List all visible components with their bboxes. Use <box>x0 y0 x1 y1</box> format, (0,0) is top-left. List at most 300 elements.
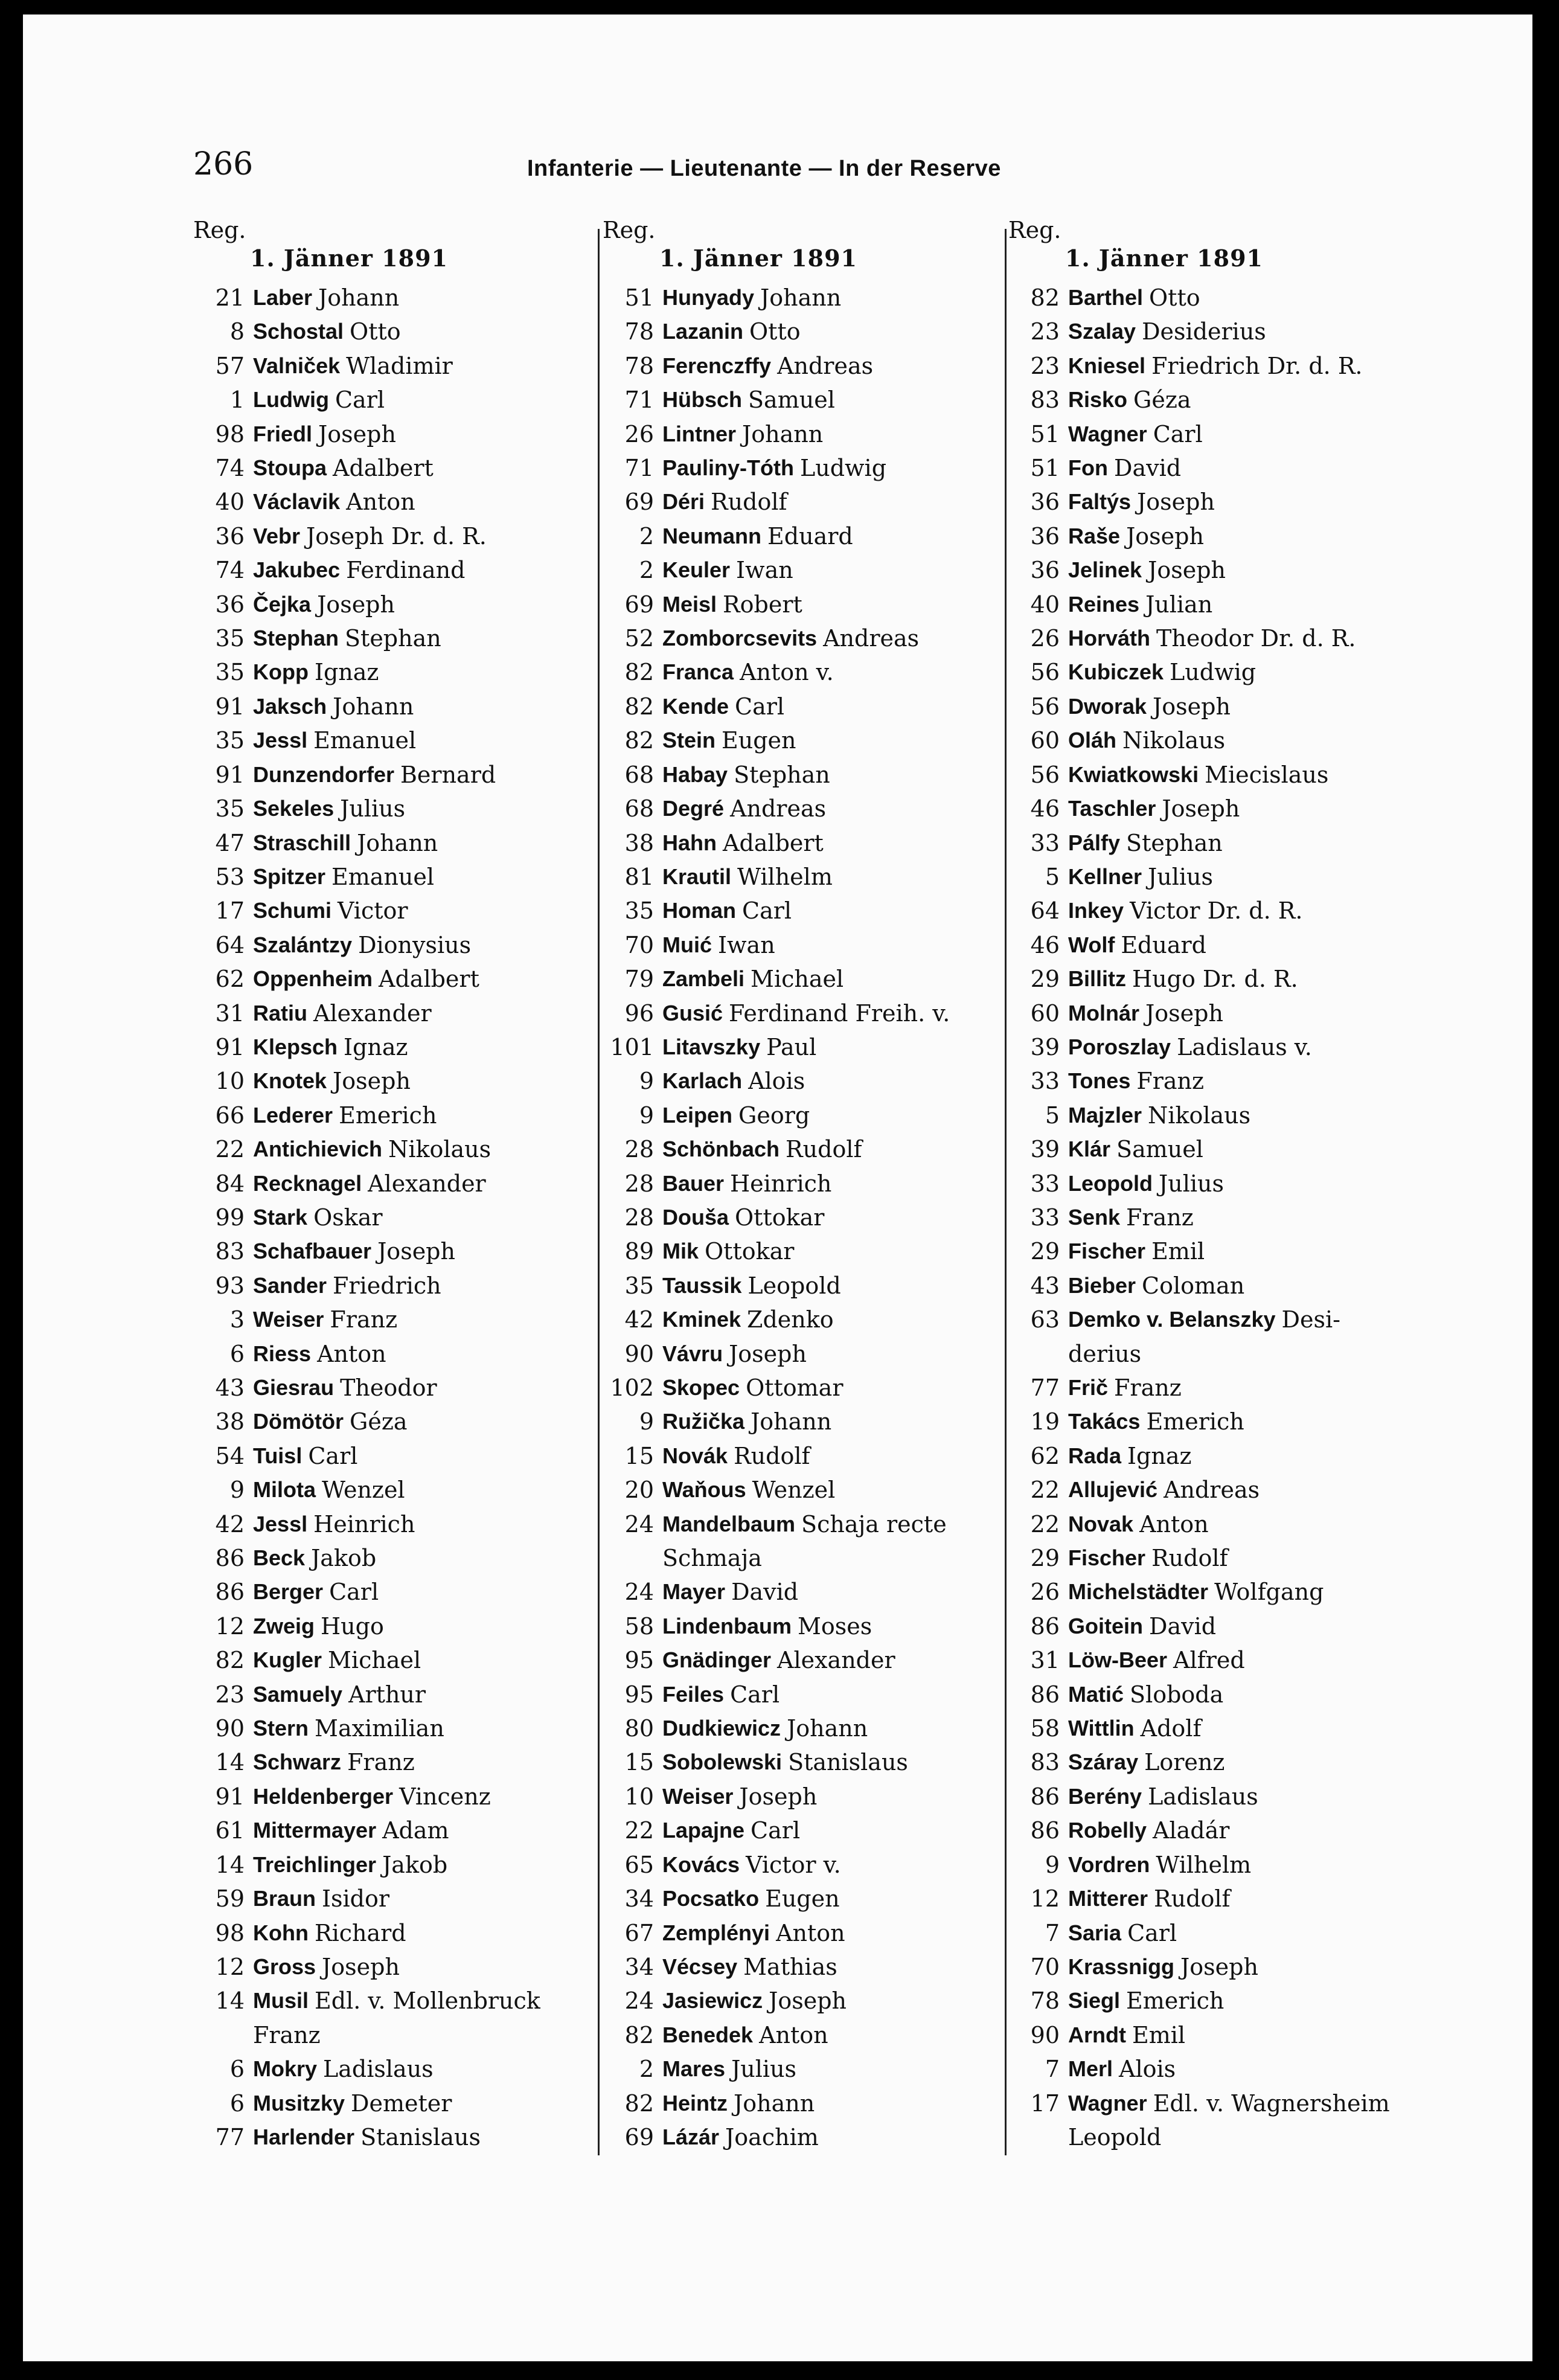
roster-entry <box>193 1371 616 1405</box>
regiment-number: 6 <box>229 2090 245 2117</box>
regiment-number: 82 <box>624 693 654 720</box>
regiment-number: 64 <box>1030 897 1060 925</box>
surname: Goitein <box>1068 1613 1143 1638</box>
surname: Kohn <box>253 1920 309 1945</box>
regiment-number: 82 <box>215 1647 245 1674</box>
regiment-number: 35 <box>624 897 654 925</box>
entry-list <box>603 281 1025 2154</box>
regiment-number: 60 <box>1030 727 1060 754</box>
given-name: Joseph <box>739 1783 818 1810</box>
roster-entry <box>1008 1234 1431 1268</box>
surname: Ferenczffy <box>662 353 772 378</box>
given-name: Georg <box>738 1102 810 1129</box>
given-name: Alfred <box>1173 1647 1245 1674</box>
roster-entry <box>1008 1848 1431 1882</box>
regiment-number: 1 <box>229 387 245 414</box>
roster-entry <box>193 928 616 962</box>
surname: Mayer <box>662 1579 726 1605</box>
surname: Fischer <box>1068 1239 1146 1264</box>
roster-entry <box>193 723 616 757</box>
regiment-number: 9 <box>639 1068 654 1095</box>
surname: Wagner <box>1068 2090 1147 2115</box>
roster-entry <box>193 1711 616 1745</box>
surname: Bieber <box>1068 1272 1136 1298</box>
entry-continuation: Leopold <box>1068 2123 1162 2151</box>
regiment-number: 68 <box>624 795 654 823</box>
given-name: Ludwig <box>1170 659 1256 686</box>
surname: Stein <box>662 728 716 753</box>
surname: Habay <box>662 762 728 787</box>
page-number: 266 <box>193 146 254 182</box>
roster-entry <box>603 1575 1025 1609</box>
regiment-number: 22 <box>1030 1510 1060 1538</box>
given-name: Arthur <box>348 1681 426 1708</box>
regiment-number: 12 <box>215 1612 245 1640</box>
surname: Kende <box>662 693 729 719</box>
surname: Kopp <box>253 659 309 685</box>
date-heading: 1. Jänner 1891 <box>250 245 448 272</box>
regiment-number: 67 <box>624 1919 654 1946</box>
roster-entry <box>1008 1303 1431 1336</box>
regiment-number: 78 <box>624 318 654 345</box>
given-name: Samuel <box>748 387 835 414</box>
roster-entry <box>193 485 616 519</box>
given-name: Emil <box>1132 2021 1186 2048</box>
roster-entry <box>193 383 616 417</box>
roster-entry <box>1008 1507 1431 1541</box>
surname: Michelstädter <box>1068 1579 1209 1605</box>
regiment-number: 89 <box>624 1238 654 1265</box>
given-name: Rudolf <box>1151 1545 1228 1572</box>
given-name: Carl <box>742 897 792 925</box>
regiment-number: 23 <box>215 1681 245 1708</box>
surname: Sander <box>253 1272 327 1298</box>
surname: Mares <box>662 2056 726 2082</box>
given-name: Carl <box>329 1579 379 1606</box>
regiment-number: 24 <box>624 1987 654 2015</box>
surname: Hunyady <box>662 285 755 310</box>
reg-label: Reg. <box>1008 217 1061 243</box>
roster-entry <box>603 1882 1025 1916</box>
regiment-number: 9 <box>639 1102 654 1129</box>
given-name: Ottomar <box>746 1374 844 1401</box>
regiment-number: 91 <box>215 693 245 720</box>
given-name: Richard <box>314 1919 406 1946</box>
regiment-number: 62 <box>215 966 245 993</box>
roster-entry <box>1008 315 1431 348</box>
surname: Taussik <box>662 1272 742 1298</box>
roster-entry <box>193 826 616 860</box>
surname: Jaksch <box>253 693 327 719</box>
roster-entry <box>193 1541 616 1575</box>
regiment-number: 5 <box>1045 1102 1060 1129</box>
given-name: Adalbert <box>333 455 434 482</box>
roster-entry <box>1008 1541 1431 1575</box>
surname: Faltýs <box>1068 489 1132 515</box>
given-name: Otto <box>749 318 801 345</box>
regiment-number: 22 <box>215 1136 245 1163</box>
given-name: Joseph <box>729 1340 807 1367</box>
entry-continuation: Franz <box>253 2021 321 2048</box>
roster-entry <box>1008 1473 1431 1507</box>
roster-entry <box>603 1234 1025 1268</box>
date-heading: 1. Jänner 1891 <box>659 245 857 272</box>
roster-entry <box>603 519 1025 553</box>
regiment-number: 58 <box>1030 1715 1060 1742</box>
given-name: Johann <box>742 420 824 447</box>
roster-entry <box>193 281 616 315</box>
roster-entry <box>603 655 1025 689</box>
surname: Kwiatkowski <box>1068 762 1199 787</box>
regiment-number: 82 <box>624 727 654 754</box>
regiment-number: 83 <box>1030 1749 1060 1776</box>
roster-entry <box>603 792 1025 826</box>
regiment-number: 46 <box>1030 795 1060 823</box>
entry-list <box>193 281 616 2154</box>
surname: Vebr <box>253 523 301 548</box>
given-name: Joseph <box>1148 557 1226 584</box>
surname: Barthel <box>1068 285 1144 310</box>
surname: Dunzendorfer <box>253 762 394 787</box>
given-name: Mathias <box>743 1953 837 1980</box>
roster-entry <box>193 1814 616 1847</box>
roster-entry <box>1008 349 1431 383</box>
given-name: David <box>1113 455 1182 482</box>
given-name: Joseph <box>1137 489 1215 516</box>
regiment-number: 59 <box>215 1885 245 1913</box>
surname: Klár <box>1068 1137 1111 1162</box>
regiment-number: 28 <box>624 1136 654 1163</box>
roster-entry <box>193 996 616 1030</box>
given-name: Rudolf <box>711 489 787 516</box>
regiment-number: 56 <box>1030 761 1060 788</box>
regiment-number: 28 <box>624 1170 654 1197</box>
given-name: Schaja recte <box>801 1510 947 1538</box>
given-name: Nikolaus <box>388 1136 491 1163</box>
given-name: Carl <box>730 1681 780 1708</box>
given-name: Sloboda <box>1130 1681 1224 1708</box>
surname: Milota <box>253 1477 316 1503</box>
surname: Szalántzy <box>253 932 353 957</box>
regiment-number: 80 <box>624 1715 654 1742</box>
surname: Hahn <box>662 830 717 855</box>
roster-entry <box>603 1745 1025 1779</box>
roster-entry <box>603 1984 1025 2018</box>
roster-entry <box>193 451 616 485</box>
regiment-number: 14 <box>215 1851 245 1878</box>
roster-entry <box>193 1848 616 1882</box>
regiment-number: 60 <box>1030 999 1060 1027</box>
regiment-number: 46 <box>1030 931 1060 958</box>
given-name: Wilhelm <box>737 863 833 890</box>
surname: Kovács <box>662 1852 740 1877</box>
regiment-number: 84 <box>215 1170 245 1197</box>
roster-entry <box>193 1201 616 1234</box>
surname: Fon <box>1068 455 1108 481</box>
given-name: Leopold <box>747 1272 841 1299</box>
surname: Mittermayer <box>253 1818 377 1843</box>
regiment-number: 82 <box>624 2090 654 2117</box>
regiment-number: 82 <box>624 2021 654 2048</box>
surname: Weiser <box>662 1783 734 1809</box>
roster-entry <box>1008 1099 1431 1132</box>
given-name: Joseph <box>769 1987 847 2015</box>
given-name: Anton <box>759 2021 828 2048</box>
surname: Gnädinger <box>662 1647 772 1673</box>
regiment-number: 79 <box>624 966 654 993</box>
surname: Gusić <box>662 1000 723 1025</box>
surname: Reines <box>1068 591 1140 617</box>
given-name: Isidor <box>322 1885 390 1913</box>
regiment-number: 33 <box>1030 1068 1060 1095</box>
surname: Vávru <box>662 1341 723 1366</box>
surname: Leopold <box>1068 1170 1153 1196</box>
surname: Valniček <box>253 353 341 378</box>
given-name: Wolfgang <box>1214 1579 1324 1606</box>
given-name: Victor <box>338 897 408 925</box>
surname: Ružička <box>662 1409 745 1434</box>
given-name: Miecislaus <box>1205 761 1329 788</box>
regiment-number: 51 <box>1030 455 1060 482</box>
given-name: Edl. v. Wagnersheim <box>1153 2090 1390 2117</box>
given-name: Eduard <box>1121 931 1206 958</box>
regiment-number: 10 <box>215 1068 245 1095</box>
roster-entry <box>193 1507 616 1541</box>
surname: Schafbauer <box>253 1239 372 1264</box>
regiment-number: 36 <box>215 591 245 618</box>
given-name: Anton <box>776 1919 845 1946</box>
surname: Sobolewski <box>662 1750 783 1775</box>
regiment-number: 26 <box>624 420 654 447</box>
roster-entry <box>1008 1678 1431 1711</box>
roster-entry <box>193 553 616 587</box>
surname: Mik <box>662 1239 699 1264</box>
surname: Stark <box>253 1204 308 1230</box>
given-name: Desi- <box>1281 1306 1340 1333</box>
surname: Tuisl <box>253 1443 303 1468</box>
roster-entry <box>193 1780 616 1814</box>
surname: Lindenbaum <box>662 1613 792 1638</box>
regiment-number: 17 <box>215 897 245 925</box>
given-name: Julian <box>1145 591 1213 618</box>
regiment-number: 14 <box>215 1749 245 1776</box>
regiment-number: 86 <box>1030 1783 1060 1810</box>
surname: Friedl <box>253 421 313 446</box>
surname: Keuler <box>662 557 731 583</box>
roster-entry <box>193 1916 616 1950</box>
given-name: Ladislaus v. <box>1177 1033 1312 1060</box>
regiment-number: 6 <box>229 2056 245 2083</box>
regiment-number: 35 <box>215 727 245 754</box>
given-name: Iwan <box>736 557 793 584</box>
roster-entry <box>1008 792 1431 826</box>
regiment-number: 95 <box>624 1647 654 1674</box>
given-name: Alois <box>748 1068 805 1095</box>
surname: Jasiewicz <box>662 1988 763 2013</box>
regiment-number: 56 <box>1030 659 1060 686</box>
given-name: Andreas <box>730 795 827 823</box>
roster-entry <box>603 1473 1025 1507</box>
regiment-number: 69 <box>624 2123 654 2151</box>
given-name: Stanislaus <box>788 1749 908 1776</box>
regiment-number: 26 <box>1030 1579 1060 1606</box>
surname: Laber <box>253 285 313 310</box>
roster-entry <box>1008 1609 1431 1643</box>
roster-entry <box>603 1201 1025 1234</box>
roster-entry <box>193 2052 616 2086</box>
regiment-number: 99 <box>215 1204 245 1231</box>
regiment-number: 9 <box>229 1477 245 1504</box>
given-name: Stephan <box>734 761 830 788</box>
surname: Recknagel <box>253 1170 362 1196</box>
surname: Klepsch <box>253 1034 338 1059</box>
surname: Pálfy <box>1068 830 1121 855</box>
roster-entry <box>1008 1711 1431 1745</box>
given-name: Friedrich Dr. d. R. <box>1151 352 1363 379</box>
roster-entry <box>603 1132 1025 1166</box>
surname: Billitz <box>1068 966 1126 992</box>
surname: Skopec <box>662 1375 740 1400</box>
regiment-number: 39 <box>1030 1136 1060 1163</box>
surname: Benedek <box>662 2022 754 2047</box>
surname: Raše <box>1068 523 1121 548</box>
given-name: Carl <box>751 1817 801 1844</box>
surname: Karlach <box>662 1068 743 1094</box>
surname: Zemplényi <box>662 1920 770 1945</box>
regiment-number: 52 <box>624 625 654 652</box>
given-name: David <box>1149 1612 1217 1640</box>
given-name: Coloman <box>1142 1272 1245 1299</box>
surname: Heldenberger <box>253 1783 394 1809</box>
surname: Pauliny-Tóth <box>662 455 794 481</box>
regiment-number: 71 <box>624 455 654 482</box>
given-name: Johann <box>333 693 414 720</box>
roster-entry <box>193 1575 616 1609</box>
given-name: Johann <box>760 284 842 311</box>
roster-entry <box>1008 723 1431 757</box>
surname: Wagner <box>1068 421 1147 446</box>
roster-entry <box>603 621 1025 655</box>
regiment-number: 57 <box>215 352 245 379</box>
surname: Knotek <box>253 1068 327 1094</box>
given-name: Rudolf <box>734 1442 810 1469</box>
surname: Risko <box>1068 387 1128 412</box>
roster-entry <box>193 1882 616 1916</box>
given-name: Eugen <box>765 1885 840 1913</box>
surname: Treichlinger <box>253 1852 377 1877</box>
regiment-number: 19 <box>1030 1408 1060 1435</box>
regiment-number: 24 <box>624 1510 654 1538</box>
roster-entry <box>193 2120 616 2154</box>
roster-entry <box>193 792 616 826</box>
surname: Poroszlay <box>1068 1034 1171 1059</box>
roster-entry <box>603 1848 1025 1882</box>
given-name: Joseph <box>333 1068 411 1095</box>
surname: Homan <box>662 898 737 923</box>
roster-entry <box>603 553 1025 587</box>
surname: Zambeli <box>662 966 745 992</box>
regiment-number: 35 <box>624 1272 654 1299</box>
given-name: Vincenz <box>399 1783 491 1810</box>
roster-entry <box>193 758 616 792</box>
surname: Vordren <box>1068 1852 1150 1877</box>
given-name: Julius <box>1148 863 1214 890</box>
regiment-number: 12 <box>215 1953 245 1980</box>
roster-entry <box>193 1030 616 1064</box>
given-name: Friedrich <box>333 1272 441 1299</box>
given-name: Alexander <box>313 999 432 1027</box>
running-title: Infanterie — Lieutenante — In der Reserve <box>527 156 1001 181</box>
surname: Rada <box>1068 1443 1122 1468</box>
regiment-number: 51 <box>624 284 654 311</box>
given-name: Paul <box>766 1033 817 1060</box>
regiment-number: 78 <box>624 352 654 379</box>
given-name: Alois <box>1119 2056 1176 2083</box>
surname: Berény <box>1068 1783 1142 1809</box>
given-name: Hugo Dr. d. R. <box>1132 966 1298 993</box>
regiment-number: 26 <box>1030 625 1060 652</box>
roster-entry <box>603 1780 1025 1814</box>
surname: Neumann <box>662 523 762 548</box>
regiment-number: 2 <box>639 557 654 584</box>
regiment-number: 101 <box>610 1033 654 1060</box>
regiment-number: 86 <box>1030 1612 1060 1640</box>
surname: Krautil <box>662 864 732 889</box>
regiment-number: 91 <box>215 761 245 788</box>
roster-entry <box>603 1303 1025 1336</box>
roster-entry <box>193 894 616 928</box>
given-name: Rudolf <box>786 1136 862 1163</box>
roster-entry <box>603 723 1025 757</box>
surname: Taschler <box>1068 796 1156 821</box>
given-name: Carl <box>1127 1919 1177 1946</box>
surname: Száray <box>1068 1750 1139 1775</box>
roster-entry <box>1008 417 1431 451</box>
roster-entry <box>603 1064 1025 1098</box>
surname: Zweig <box>253 1613 315 1638</box>
given-name: Joseph <box>1162 795 1240 823</box>
surname: Degré <box>662 796 725 821</box>
regiment-number: 98 <box>215 420 245 447</box>
surname: Berger <box>253 1579 324 1605</box>
surname: Molnár <box>1068 1000 1140 1025</box>
regiment-number: 77 <box>1030 1374 1060 1401</box>
surname: Václavik <box>253 489 341 515</box>
roster-entry <box>603 928 1025 962</box>
given-name: Adalbert <box>723 829 824 856</box>
regiment-number: 15 <box>624 1749 654 1776</box>
surname: Franca <box>662 659 734 685</box>
entry-continuation: derius <box>1068 1340 1142 1367</box>
roster-entry <box>603 588 1025 621</box>
regiment-number: 34 <box>624 1953 654 1980</box>
roster-entry <box>603 2052 1025 2086</box>
roster-entry <box>603 1609 1025 1643</box>
roster-entry <box>193 417 616 451</box>
regiment-number: 31 <box>215 999 245 1027</box>
roster-entry <box>193 1337 616 1371</box>
surname: Lázár <box>662 2124 720 2149</box>
given-name: Ottokar <box>735 1204 825 1231</box>
roster-entry <box>193 1678 616 1711</box>
regiment-number: 35 <box>215 795 245 823</box>
roster-entry <box>603 1950 1025 1984</box>
surname: Lintner <box>662 421 736 446</box>
surname: Jessl <box>253 1511 308 1536</box>
entry-list <box>1008 281 1431 2154</box>
given-name: Andreas <box>777 352 874 379</box>
surname: Wittlin <box>1068 1716 1135 1741</box>
